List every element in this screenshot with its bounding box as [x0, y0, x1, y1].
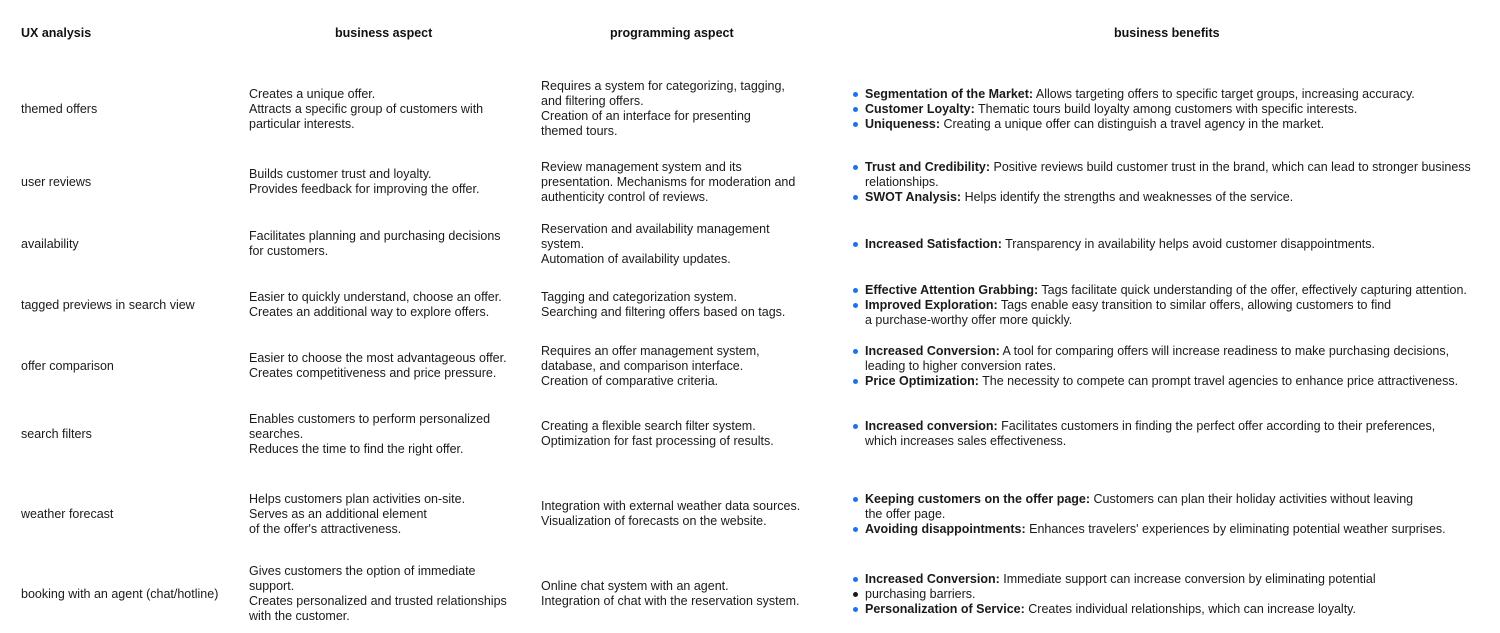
cell-line: authenticity control of reviews.	[541, 189, 709, 204]
business-aspect-cell	[249, 492, 524, 537]
business-aspect-cell	[249, 290, 524, 320]
benefit-item	[853, 87, 1493, 102]
cell-line: database, and comparison interface.	[541, 358, 744, 373]
benefit-title: Uniqueness:	[865, 116, 941, 131]
cell-line: support.	[249, 579, 295, 593]
cell-line: particular interests.	[249, 116, 355, 131]
header-ux-analysis: UX analysis	[21, 26, 92, 40]
benefit-title: Increased Conversion:	[865, 571, 1000, 586]
business-aspect-cell	[249, 564, 524, 624]
business-benefits-cell	[853, 572, 1493, 617]
cell-line: Creates an additional way to explore offers.	[249, 305, 490, 319]
benefit-title: Customer Loyalty:	[865, 101, 975, 116]
ux-analysis-cell: booking with an agent (chat/hotline)	[21, 586, 219, 601]
benefit-text-continuation: the offer page.	[865, 506, 946, 521]
cell-line: Builds customer trust and loyalty.	[249, 167, 432, 181]
cell-line: Creation of comparative criteria.	[541, 373, 719, 388]
header-business-benefits: business benefits	[1114, 26, 1220, 40]
business-benefits-cell	[853, 87, 1493, 132]
programming-aspect-cell	[541, 160, 826, 205]
benefit-text: The necessity to compete can prompt travel agencies to enhance price attractiveness.	[978, 373, 1459, 388]
benefit-text: Transparency in availability helps avoid customer disappointments.	[1001, 236, 1375, 251]
benefit-item	[853, 190, 1493, 205]
cell-line: themed tours.	[541, 124, 618, 138]
cell-line: of the offer's attractiveness.	[249, 521, 402, 536]
benefit-item	[853, 160, 1493, 175]
benefit-title: Avoiding disappointments:	[865, 521, 1026, 536]
programming-aspect-cell	[541, 79, 826, 139]
benefit-text: Tags enable easy transition to similar offers, allowing customers to find	[997, 297, 1392, 312]
cell-line: Online chat system with an agent.	[541, 579, 729, 593]
cell-line: Helps customers plan activities on-site.	[249, 491, 466, 506]
cell-line: Facilitates planning and purchasing decisions	[249, 229, 501, 243]
business-benefits-cell	[853, 283, 1493, 328]
programming-aspect-cell	[541, 290, 826, 320]
benefit-text: Helps identify the strengths and weaknesses of the service.	[961, 189, 1294, 204]
benefit-text: Allows targeting offers to specific target groups, increasing accuracy.	[1033, 86, 1415, 101]
benefit-title: SWOT Analysis:	[865, 189, 962, 204]
cell-line: Creates competitiveness and price pressure.	[249, 366, 497, 380]
cell-line: Creates a unique offer.	[249, 86, 376, 101]
programming-aspect-cell	[541, 579, 826, 609]
benefit-text-continuation: relationships.	[865, 174, 939, 189]
ux-analysis-cell: tagged previews in search view	[21, 297, 195, 312]
benefit-text: purchasing barriers.	[865, 586, 976, 601]
cell-line: Review management system and its	[541, 159, 742, 174]
benefit-title: Increased Conversion:	[865, 343, 1000, 358]
benefit-item	[853, 419, 1493, 434]
business-aspect-cell	[249, 412, 524, 457]
cell-line: with the customer.	[249, 609, 350, 623]
programming-aspect-cell	[541, 344, 826, 389]
benefit-text: Enhances travelers' experiences by eliminating potential weather surprises.	[1025, 521, 1446, 536]
cell-line: Provides feedback for improving the offer.	[249, 182, 480, 196]
benefit-text-continuation: a purchase-worthy offer more quickly.	[865, 312, 1073, 327]
benefit-title: Keeping customers on the offer page:	[865, 491, 1091, 506]
cell-line: Reduces the time to find the right offer.	[249, 441, 464, 456]
cell-line: Serves as an additional element	[249, 506, 427, 521]
benefit-text: Facilitates customers in finding the perfect offer according to their preferences,	[997, 419, 1436, 433]
benefit-item	[853, 374, 1493, 389]
benefit-item	[853, 237, 1493, 252]
ux-analysis-cell: offer comparison	[21, 358, 114, 373]
business-benefits-cell	[853, 419, 1493, 449]
cell-line: Tagging and categorization system.	[541, 290, 737, 304]
benefit-title: Effective Attention Grabbing:	[865, 282, 1039, 297]
ux-analysis-cell: availability	[21, 236, 79, 251]
cell-line: Easier to choose the most advantageous offer.	[249, 351, 507, 365]
cell-line: Automation of availability updates.	[541, 251, 731, 266]
cell-line: searches.	[249, 426, 304, 441]
benefit-item	[853, 572, 1493, 587]
benefit-title: Trust and Credibility:	[865, 159, 991, 174]
benefit-title: Personalization of Service:	[865, 601, 1025, 616]
cell-line: Easier to quickly understand, choose an offer.	[249, 290, 502, 304]
cell-line: Searching and filtering offers based on tags.	[541, 305, 786, 319]
ux-analysis-cell: user reviews	[21, 174, 92, 189]
cell-line: for customers.	[249, 244, 329, 258]
business-benefits-cell	[853, 344, 1493, 389]
cell-line: Reservation and availability management	[541, 221, 770, 236]
cell-line: Creating a flexible search filter system.	[541, 419, 756, 433]
cell-line: Creation of an interface for presenting	[541, 109, 751, 123]
business-benefits-cell	[853, 160, 1493, 205]
benefit-text: Customers can plan their holiday activities without leaving	[1090, 491, 1414, 506]
benefit-text-continuation: which increases sales effectiveness.	[865, 434, 1067, 448]
benefit-item	[853, 602, 1493, 617]
cell-line: Visualization of forecasts on the website.	[541, 514, 767, 528]
benefit-text: Thematic tours build loyalty among customers with specific interests.	[974, 101, 1358, 116]
ux-analysis-cell: themed offers	[21, 101, 98, 116]
cell-line: Creates personalized and trusted relationships	[249, 594, 507, 608]
business-aspect-cell	[249, 87, 524, 132]
cell-line: Attracts a specific group of customers with	[249, 101, 484, 116]
cell-line: and filtering offers.	[541, 94, 644, 108]
programming-aspect-cell	[541, 222, 826, 267]
cell-line: Gives customers the option of immediate	[249, 564, 476, 578]
benefit-item	[853, 492, 1493, 507]
benefit-item	[853, 344, 1493, 359]
cell-line: Optimization for fast processing of results.	[541, 434, 774, 448]
benefit-title: Segmentation of the Market:	[865, 86, 1034, 101]
business-benefits-cell	[853, 492, 1493, 537]
benefit-item	[853, 522, 1493, 537]
programming-aspect-cell	[541, 499, 826, 529]
programming-aspect-cell	[541, 419, 826, 449]
cell-line: system.	[541, 236, 585, 251]
business-aspect-cell	[249, 229, 524, 259]
cell-line: Requires an offer management system,	[541, 343, 760, 358]
ux-analysis-cell: search filters	[21, 426, 92, 441]
cell-line: Integration with external weather data sources.	[541, 499, 801, 513]
benefit-item	[853, 283, 1493, 298]
benefit-title: Increased Satisfaction:	[865, 236, 1002, 251]
business-aspect-cell	[249, 167, 524, 197]
benefit-item	[853, 117, 1493, 132]
business-aspect-cell	[249, 351, 524, 381]
benefit-item	[853, 298, 1493, 313]
benefit-text: Creates individual relationships, which can increase loyalty.	[1024, 601, 1356, 616]
benefit-text: Positive reviews build customer trust in the brand, which can lead to stronger business	[990, 159, 1471, 174]
benefit-text: Creating a unique offer can distinguish a travel agency in the market.	[940, 116, 1325, 131]
benefit-item	[853, 587, 1493, 602]
benefit-text: A tool for comparing offers will increase readiness to make purchasing decisions,	[999, 343, 1450, 358]
cell-line: presentation. Mechanisms for moderation and	[541, 174, 796, 189]
cell-line: Integration of chat with the reservation system.	[541, 594, 800, 608]
benefit-title: Improved Exploration:	[865, 297, 998, 312]
benefit-title: Price Optimization:	[865, 373, 979, 388]
benefit-text-continuation: leading to higher conversion rates.	[865, 358, 1057, 373]
cell-line: Requires a system for categorizing, tagging,	[541, 79, 785, 93]
header-programming-aspect: programming aspect	[610, 26, 734, 40]
business-benefits-cell	[853, 237, 1493, 252]
cell-line: Enables customers to perform personalized	[249, 411, 491, 426]
benefit-text: Tags facilitate quick understanding of the offer, effectively capturing attention.	[1038, 282, 1467, 297]
ux-analysis-cell: weather forecast	[21, 506, 114, 521]
benefit-item	[853, 102, 1493, 117]
benefit-title: Increased conversion:	[865, 419, 998, 433]
benefit-text: Immediate support can increase conversion by eliminating potential	[999, 571, 1376, 586]
header-business-aspect: business aspect	[335, 26, 433, 40]
